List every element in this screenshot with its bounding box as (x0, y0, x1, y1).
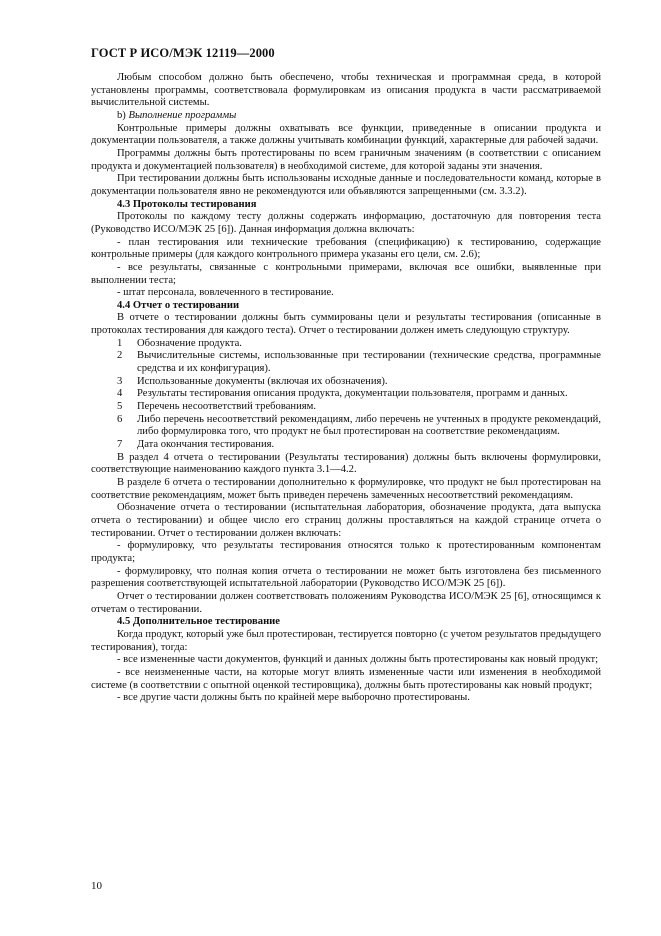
paragraph: Любым способом должно быть обеспечено, чтобы техническая и программная среда, в которой установлены программы, соответствовала формулировкам из описания продукта в части рассматриваемой вычислительной системы. (91, 72, 601, 109)
subsection-title: Выполнение программы (128, 109, 237, 121)
report-structure-list (91, 338, 601, 452)
list-item-number: 4 (117, 388, 123, 400)
list-item-text: Использованные документы (включая их обозначения). (137, 375, 388, 387)
list-item (91, 401, 601, 414)
list-item (91, 414, 601, 439)
page-content (91, 72, 601, 705)
paragraph: Когда продукт, который уже был протестирован, тестируется повторно (с учетом результатов предыдущего тестирования), тогда: (91, 628, 601, 653)
list-item-text: Обозначение продукта. (137, 337, 242, 349)
paragraph: Обозначение отчета о тестировании (испытательная лаборатория, обозначение продукта, дата выпуска отчета о тестировании) и общее число его страниц должны проставляться на каждой странице отчета о тестировании. Отчет о тестировании должен включать: (91, 502, 601, 539)
list-item (91, 338, 601, 351)
list-item (91, 350, 601, 375)
paragraph: Отчет о тестировании должен соответствовать положениям Руководства ИСО/МЭК 25 [6], относящимся к отчетам о тестировании. (91, 590, 601, 615)
document-header: ГОСТ Р ИСО/МЭК 12119—2000 (91, 46, 275, 60)
paragraph: При тестировании должны быть использованы исходные данные и последовательности команд, которые в документации пользователя явно не рекомендуются или объявляются запрещенными (см. 3.3.2). (91, 173, 601, 197)
dash-item: - все результаты, связанные с контрольными примерами, включая все ошибки, выявленные при выполнении теста; (91, 261, 601, 286)
dash-item: - план тестирования или технические требования (спецификацию) к тестированию, содержащие контрольные примеры (для каждого контрольного примера указаны его цели, см. 2.6); (91, 236, 601, 261)
dash-item: - все измененные части документов, функций и данных должны быть протестированы как новый продукт; (117, 654, 599, 666)
list-item (91, 439, 601, 452)
list-item-text: Либо перечень несоответствий рекомендациям, либо перечень не учтенных в продукте рекомендаций, либо формулировка того, что продукт не был протестирован на соответствие рекомендациям. (137, 413, 601, 438)
list-item-text: Результаты тестирования описания продукта, документации пользователя, программ и данных. (137, 388, 568, 400)
list-item-number: 2 (117, 350, 123, 362)
subsection-heading (91, 110, 601, 123)
dash-item: - формулировку, что результаты тестирования относятся только к протестированным компонентам продукта; (91, 540, 601, 564)
dash-item: - все другие части должны быть по крайней мере выборочно протестированы. (117, 692, 470, 704)
dash-item: - штат персонала, вовлеченного в тестирование. (117, 287, 334, 299)
paragraph: В разделе 6 отчета о тестировании дополнительно к формулировке, что продукт не был протестирован на соответствие рекомендациям, может быть приведен перечень замеченных несоответствий рекомендациям. (91, 477, 601, 501)
list-item-text: Вычислительные системы, использованные при тестировании (технические средства, программные средства и их конфигурация). (137, 350, 601, 375)
section-heading-4-4: 4.4 Отчет о тестировании (117, 299, 240, 311)
list-item-number: 5 (117, 401, 123, 413)
list-item-text: Перечень несоответствий требованиям. (137, 401, 316, 413)
subsection-label: b) (117, 109, 126, 121)
paragraph: Контрольные примеры должны охватывать все функции, приведенные в описании продукта и документации пользователя, а также должны учитывать комбинации функций, характерные для рабочей задачи. (91, 122, 601, 147)
section-heading-4-5: 4.5 Дополнительное тестирование (117, 616, 280, 628)
list-item (91, 388, 601, 401)
list-item-text: Дата окончания тестирования. (137, 439, 275, 451)
list-item-number: 6 (117, 413, 123, 425)
paragraph: Протоколы по каждому тесту должны содержать информацию, достаточную для повторения теста (Руководство ИСО/МЭК 25 [6]). Данная информация должна включать: (91, 211, 601, 235)
paragraph: В отчете о тестировании должны быть суммированы цели и результаты тестирования (описанные в протоколах тестирования для каждого теста). Отчет о тестировании должен иметь следующую структуру. (91, 312, 601, 337)
list-item-number: 3 (117, 375, 123, 387)
list-item-number: 1 (117, 337, 123, 349)
list-item (91, 376, 601, 389)
dash-item: - все неизмененные части, на которые могут влиять измененные части или изменения в необходимой системе (в соответствии с опытной оценкой тестировщика), должны быть протестированы как новый продукт; (91, 666, 601, 691)
paragraph: Программы должны быть протестированы по всем граничным значениям (в соответствии с описанием продукта и документацией пользователя) в необходимой системе, для которой заданы эти значения. (91, 147, 601, 172)
section-heading-4-3: 4.3 Протоколы тестирования (117, 198, 257, 210)
page-number: 10 (91, 880, 102, 892)
dash-item: - формулировку, что полная копия отчета о тестировании не может быть изготовлена без письменного разрешения соответствующей испытательной лаборатории (Руководство ИСО/МЭК 25 [6]). (91, 565, 601, 590)
list-item-number: 7 (117, 439, 123, 451)
paragraph: В раздел 4 отчета о тестировании (Результаты тестирования) должны быть включены формулировки, соответствующие наименованию каждого пункта 3.1—4.2. (91, 451, 601, 476)
